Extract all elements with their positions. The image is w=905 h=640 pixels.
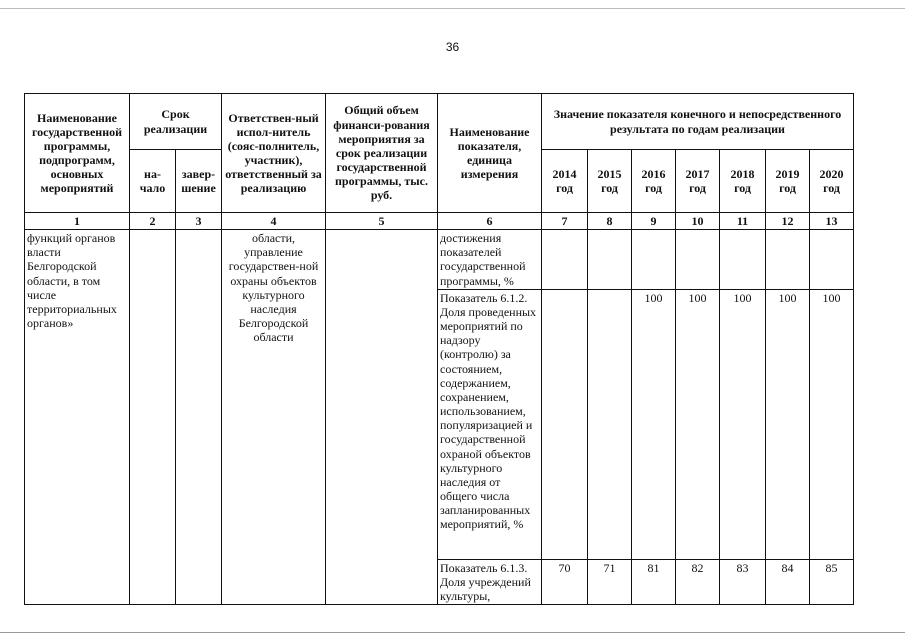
- column-number: 12: [766, 213, 810, 230]
- header-program-name: Наименование государственной программы, подпрограмм, основных мероприятий: [25, 94, 130, 213]
- header-year: 2015 год: [588, 150, 632, 213]
- column-number: 9: [632, 213, 676, 230]
- column-number: 10: [676, 213, 720, 230]
- value-cell: 81: [632, 559, 676, 604]
- scan-edge-top: [0, 8, 905, 9]
- header-term: Срок реализации: [130, 94, 222, 150]
- indicator-cell: достижения показателей государственной программы, %: [438, 230, 542, 290]
- value-cell: 100: [766, 289, 810, 559]
- value-cell: [810, 230, 854, 290]
- column-number: 5: [326, 213, 438, 230]
- value-cell: 83: [720, 559, 766, 604]
- column-number: 13: [810, 213, 854, 230]
- column-number-row: [25, 213, 854, 230]
- value-cell: 100: [676, 289, 720, 559]
- value-cell: [676, 230, 720, 290]
- financing-cell: [326, 230, 438, 605]
- header-row-1: [25, 94, 854, 150]
- program-name-cell: функций органов власти Белгородской области, в том числе территориальных органов»: [25, 230, 130, 605]
- page-number: 36: [445, 40, 460, 54]
- header-year: 2014 год: [542, 150, 588, 213]
- value-cell: [542, 230, 588, 290]
- value-cell: 82: [676, 559, 720, 604]
- header-responsible: Ответствен-ный испол-нитель (сояс-полнитель, участник), ответственный за реализацию: [222, 94, 326, 213]
- end-cell: [176, 230, 222, 605]
- header-end: завер-шение: [176, 150, 222, 213]
- value-cell: 85: [810, 559, 854, 604]
- value-cell: 84: [766, 559, 810, 604]
- header-year: 2018 год: [720, 150, 766, 213]
- value-cell: [766, 230, 810, 290]
- table-row: [25, 230, 854, 290]
- header-year: 2017 год: [676, 150, 720, 213]
- column-number: 8: [588, 213, 632, 230]
- value-cell: 100: [810, 289, 854, 559]
- column-number: 3: [176, 213, 222, 230]
- value-cell: 71: [588, 559, 632, 604]
- indicator-cell: Показатель 6.1.3. Доля учреждений культуры,: [438, 559, 542, 604]
- scan-edge-bottom: [0, 632, 905, 633]
- value-cell: [588, 230, 632, 290]
- responsible-cell: области, управление государствен-ной охраны объектов культурного наследия Белгородской области: [222, 230, 326, 605]
- value-cell: 100: [632, 289, 676, 559]
- start-cell: [130, 230, 176, 605]
- value-cell: [542, 289, 588, 559]
- column-number: 4: [222, 213, 326, 230]
- program-table: [24, 93, 854, 605]
- header-indicator: Наименование показателя, единица измерения: [438, 94, 542, 213]
- column-number: 6: [438, 213, 542, 230]
- value-cell: 100: [720, 289, 766, 559]
- column-number: 1: [25, 213, 130, 230]
- value-cell: [720, 230, 766, 290]
- header-year: 2019 год: [766, 150, 810, 213]
- value-cell: [632, 230, 676, 290]
- header-start: на-чало: [130, 150, 176, 213]
- header-financing: Общий объем финанси-рования мероприятия за срок реализации государственной программы, тыс. руб.: [326, 94, 438, 213]
- header-year: 2016 год: [632, 150, 676, 213]
- value-cell: 70: [542, 559, 588, 604]
- column-number: 2: [130, 213, 176, 230]
- column-number: 7: [542, 213, 588, 230]
- value-cell: [588, 289, 632, 559]
- indicator-cell: Показатель 6.1.2. Доля проведенных мероприятий по надзору (контролю) за состоянием, содержанием, сохранением, использованием, популяризацией и государственной охраной объектов культурного наследия от общего числа запланированных мероприятий, %: [438, 289, 542, 559]
- column-number: 11: [720, 213, 766, 230]
- header-year: 2020 год: [810, 150, 854, 213]
- header-values: Значение показателя конечного и непосредственного результата по годам реализации: [542, 94, 854, 150]
